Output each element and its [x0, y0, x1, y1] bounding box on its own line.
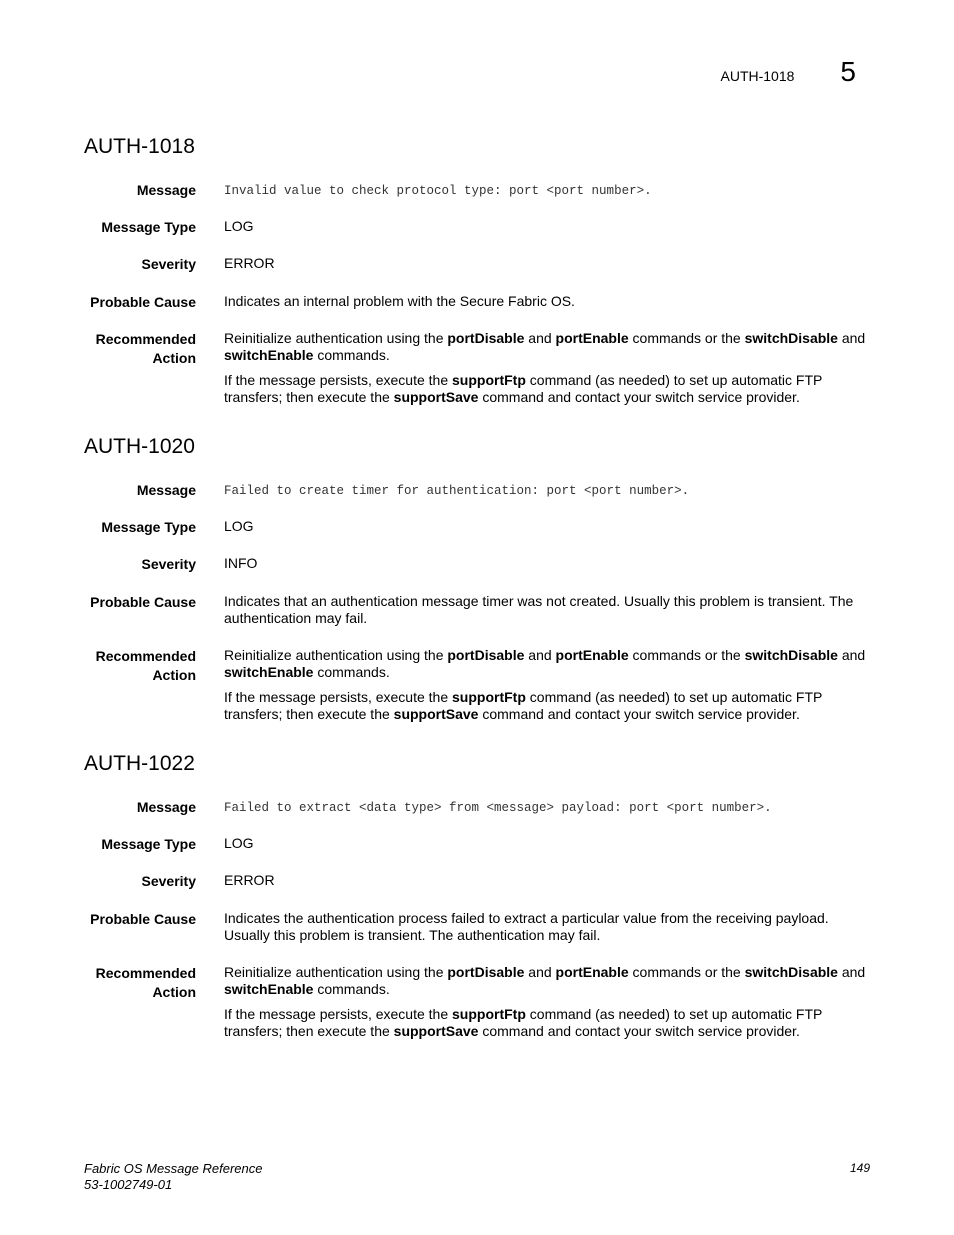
footer-page-number: 149 — [849, 1161, 870, 1175]
severity-label: Severity — [141, 256, 196, 272]
footer-doc-number: 53-1002749-01 — [84, 1177, 173, 1192]
message-value: Failed to create timer for authentication: port <port number>. — [224, 484, 690, 498]
severity-value: ERROR — [224, 255, 275, 271]
action-paragraph-1: Reinitialize authentication using the portDisable and portEnable commands or the switchDisable and switchEnable commands. — [224, 964, 866, 997]
message-type-value: LOG — [224, 835, 254, 851]
message-type-value: LOG — [224, 218, 254, 234]
message-type-label: Message Type — [101, 519, 196, 535]
footer-doc-title: Fabric OS Message Reference — [84, 1161, 263, 1176]
action-paragraph-2: If the message persists, execute the supportFtp command (as needed) to set up automatic FTP transfers; then execute the supportSave command and contact your switch service provider. — [224, 372, 823, 405]
recommended-action-value — [224, 330, 874, 406]
probable-cause-label: Probable Cause — [90, 294, 196, 310]
severity-label: Severity — [141, 556, 196, 572]
recommended-action-value — [224, 964, 874, 1040]
recommended-action-label: Recommended Action — [95, 648, 196, 683]
section-title: AUTH-1018 — [84, 135, 195, 158]
probable-cause-label: Probable Cause — [90, 594, 196, 610]
probable-cause-value: Indicates the authentication process failed to extract a particular value from the receiving payload. Usually this problem is transient. The authentication may fail. — [224, 910, 829, 943]
chapter-number: 5 — [840, 56, 856, 87]
message-type-value: LOG — [224, 518, 254, 534]
probable-cause-value: Indicates that an authentication message timer was not created. Usually this problem is transient. The authentication may fail. — [224, 593, 854, 626]
severity-value: ERROR — [224, 872, 275, 888]
probable-cause-label: Probable Cause — [90, 911, 196, 927]
section-title: AUTH-1020 — [84, 435, 195, 458]
probable-cause-value: Indicates an internal problem with the Secure Fabric OS. — [224, 293, 575, 309]
action-paragraph-1: Reinitialize authentication using the portDisable and portEnable commands or the switchDisable and switchEnable commands. — [224, 330, 866, 363]
section-title: AUTH-1022 — [84, 752, 195, 775]
message-type-label: Message Type — [101, 219, 196, 235]
action-paragraph-2: If the message persists, execute the supportFtp command (as needed) to set up automatic FTP transfers; then execute the supportSave command and contact your switch service provider. — [224, 689, 823, 722]
recommended-action-label: Recommended Action — [95, 965, 196, 1000]
message-type-label: Message Type — [101, 836, 196, 852]
footer-document-info — [84, 1161, 262, 1193]
severity-value: INFO — [224, 555, 258, 571]
message-label: Message — [136, 799, 196, 815]
action-paragraph-2: If the message persists, execute the supportFtp command (as needed) to set up automatic FTP transfers; then execute the supportSave command and contact your switch service provider. — [224, 1006, 823, 1039]
severity-label: Severity — [141, 873, 196, 889]
recommended-action-value — [224, 647, 874, 723]
running-header-label: AUTH-1018 — [720, 68, 795, 84]
page-header — [721, 58, 857, 86]
recommended-action-label: Recommended Action — [95, 331, 196, 366]
message-value: Failed to extract <data type> from <message> payload: port <port number>. — [224, 801, 772, 815]
message-label: Message — [136, 182, 196, 198]
action-paragraph-1: Reinitialize authentication using the portDisable and portEnable commands or the switchDisable and switchEnable commands. — [224, 647, 866, 680]
message-value: Invalid value to check protocol type: port <port number>. — [224, 184, 652, 198]
message-label: Message — [136, 482, 196, 498]
